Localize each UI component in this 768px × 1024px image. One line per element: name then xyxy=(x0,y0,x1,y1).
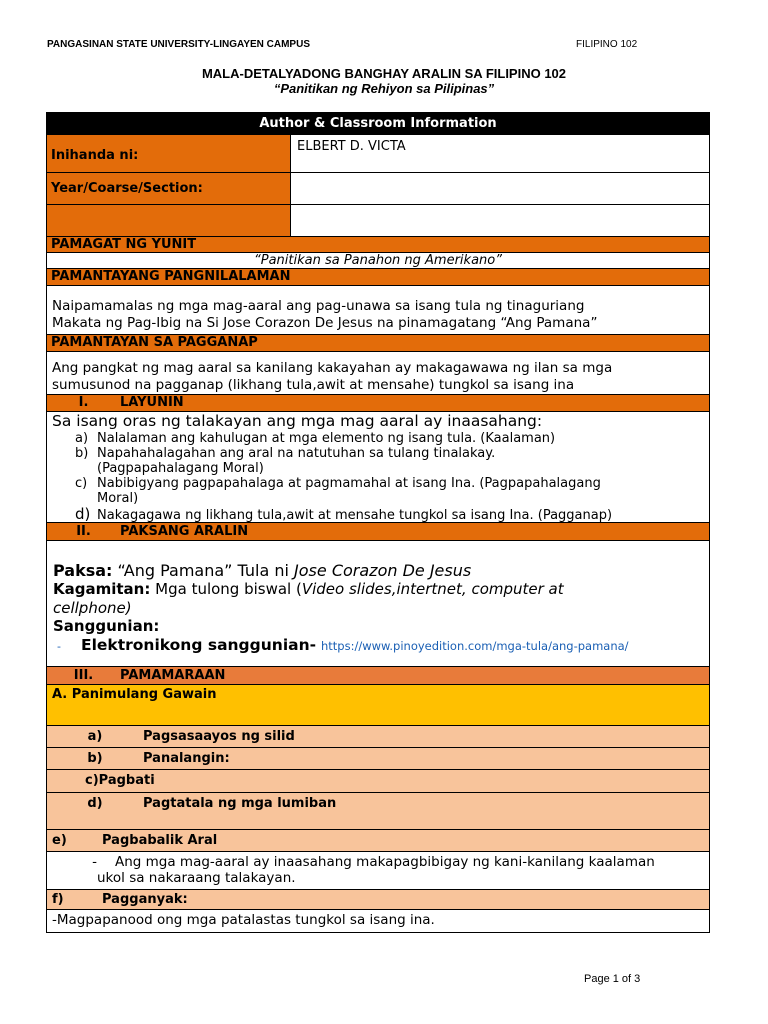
pagbabalik-line-1: - Ang mga mag-aaral ay inaasahang makapagbibigay ng kani-kanilang kaalaman xyxy=(92,854,655,870)
pagbabalik-aral-body xyxy=(47,852,709,890)
objective-c-cont: Moral) xyxy=(97,491,139,506)
year-section-row xyxy=(47,173,709,205)
step-a: a) Pagsasaayos ng silid xyxy=(47,726,709,748)
layunin-body xyxy=(47,412,709,523)
pangnilalaman-body xyxy=(47,286,709,335)
pagganap-body xyxy=(47,352,709,395)
pagganap-line-1: Ang pangkat ng mag aaral sa kanilang kakayahan ay makagawawa ng ilan sa mga xyxy=(52,360,613,376)
layunin-heading xyxy=(47,395,709,412)
pangnilalaman-heading: PAMANTAYANG PANGNILALAMAN xyxy=(47,269,709,286)
objective-b-cont: (Pagpapahalagang Moral) xyxy=(97,461,264,476)
blank-label xyxy=(47,205,291,236)
paksang-aralin-number: II. xyxy=(76,524,91,539)
pagbabalik-line-2: ukol sa nakaraang talakayan. xyxy=(97,870,296,886)
pagganap-heading: PAMANTAYAN SA PAGGANAP xyxy=(47,335,709,352)
kagamitan-cont: cellphone) xyxy=(53,599,132,617)
prepared-by-value: ELBERT D. VICTA xyxy=(297,139,406,154)
prepared-by-label: Inihanda ni: xyxy=(47,135,291,172)
lesson-plan-table xyxy=(46,112,710,933)
layunin-number: I. xyxy=(78,395,89,410)
objective-d: d) Nakagagawa ng likhang tula,awit at mensahe tungkol sa isang Ina. (Pagganap) xyxy=(75,505,613,523)
pagbabalik-aral-heading: e) Pagbabalik Aral xyxy=(47,830,709,852)
pamamaraan-heading xyxy=(47,667,709,685)
document-subtitle: “Panitikan ng Rehiyon sa Pilipinas” xyxy=(273,81,495,96)
blank-info-row xyxy=(47,205,709,237)
sanggunian-label: Sanggunian: xyxy=(53,617,160,635)
page-number: Page 1 of 3 xyxy=(584,973,641,985)
elektroniko-line: - Elektronikong sanggunian- https://www.pinoyedition.com/mga-tula/ang-pamana/ xyxy=(57,636,629,654)
objective-a: a) Nalalaman ang kahulugan at mga elemento ng isang tula. (Kaalaman) xyxy=(75,431,556,446)
pagganyak-body: -Magpapanood ong mga patalastas tungkol sa isang ina. xyxy=(52,912,435,928)
blank-value xyxy=(291,205,709,236)
document-title: MALA-DETALYADONG BANGHAY ARALIN SA FILIPINO 102 xyxy=(201,66,567,81)
layunin-label: LAYUNIN xyxy=(120,395,184,410)
pinoyedition-link[interactable]: https://www.pinoyedition.com/mga-tula/ang-pamana/ xyxy=(321,639,629,653)
pangnilalaman-line-2: Makata ng Pag-Ibig na Si Jose Corazon De Jesus na pinamagatang “Ang Pamana” xyxy=(52,315,598,331)
pagganap-line-2: sumusunod na pagganap (likhang tula,awit at mensahe) tungkol sa isang ina xyxy=(52,377,575,393)
objective-b: b) Napahahalagahan ang aral na natutuhan sa tulang tinalakay. xyxy=(75,446,496,461)
year-section-label: Year/Coarse/Section: xyxy=(47,173,291,204)
institution-header: PANGASINAN STATE UNIVERSITY-LINGAYEN CAMPUS xyxy=(47,39,310,50)
pagganyak-heading: f) Pagganyak: xyxy=(47,890,709,910)
panimulang-gawain: A. Panimulang Gawain xyxy=(47,685,709,726)
course-header: FILIPINO 102 xyxy=(576,39,638,50)
objective-c: c) Nabibigyang pagpapahalaga at pagmamahal at isang Ina. (Pagpapahalagang xyxy=(75,476,601,491)
paksang-aralin-body xyxy=(47,541,709,667)
step-b: b) Panalangin: xyxy=(47,748,709,770)
paksang-aralin-heading xyxy=(47,523,709,541)
pamagat-value: “Panitikan sa Panahon ng Amerikano” xyxy=(47,253,709,269)
pangnilalaman-line-1: Naipamamalas ng mga mag-aaral ang pag-unawa sa isang tula ng tinaguriang xyxy=(52,298,585,314)
step-c: c)Pagbati xyxy=(47,770,709,793)
pamamaraan-number: III. xyxy=(73,668,94,683)
author-info-heading: Author & Classroom Information xyxy=(47,113,709,135)
pamagat-heading: PAMAGAT NG YUNIT xyxy=(47,237,709,253)
kagamitan-line: Kagamitan: Mga tulong biswal (Video slides,intertnet, computer at xyxy=(53,580,564,598)
paksang-aralin-label: PAKSANG ARALIN xyxy=(120,524,249,539)
prepared-by-row xyxy=(47,135,709,173)
step-d: d) Pagtatala ng mga lumiban xyxy=(47,793,709,830)
objectives-list xyxy=(47,431,709,523)
paksa-line: Paksa: “Ang Pamana” Tula ni Jose Corazon De Jesus xyxy=(53,561,472,580)
pamamaraan-label: PAMAMARAAN xyxy=(120,668,226,683)
year-section-value xyxy=(291,173,709,204)
layunin-intro: Sa isang oras ng talakayan ang mga mag aaral ay inaasahang: xyxy=(52,412,543,430)
